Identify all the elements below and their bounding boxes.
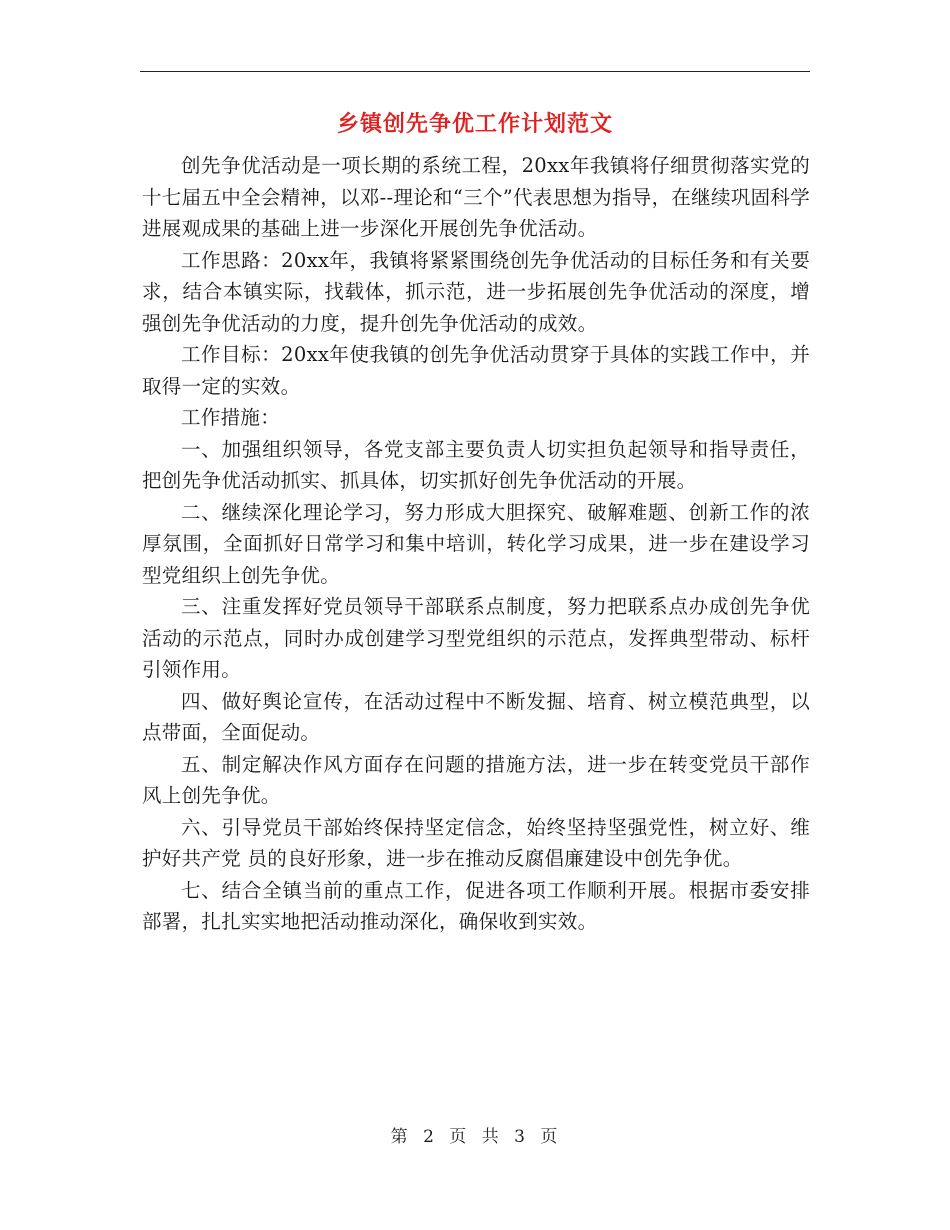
paragraph-measure-7: 七、结合全镇当前的重点工作，促进各项工作顺利开展。根据市委安排部署，扎扎实实地把活动推动深化，确保收到实效。 [142, 878, 810, 933]
paragraph-intro: 创先争优活动是一项长期的系统工程，20xx年我镇将仔细贯彻落实党的十七届五中全会精神，以邓--理论和“三个”代表思想为指导，在继续巩固科学进展观成果的基础上进一步深化开展创先争优活动。 [142, 154, 810, 240]
header-rule [140, 71, 810, 72]
footer-page-label: 页 [449, 1127, 469, 1147]
document-title: 乡镇创先争优工作计划范文 [336, 111, 613, 137]
paragraph-measure-5: 五、制定解决作风方面存在问题的措施方法，进一步在转变党员干部作风上创先争优。 [142, 752, 810, 807]
paragraph-work-approach: 工作思路：20xx年，我镇将紧紧围绕创先争优活动的目标任务和有关要求，结合本镇实际，找载体，抓示范，进一步拓展创先争优活动的深度，增强创先争优活动的力度，提升创先争优活动的成效。 [142, 248, 810, 335]
paragraph-measure-3: 三、注重发挥好党员领导干部联系点制度，努力把联系点办成创先争优活动的示范点，同时办成创建学习型党组织的示范点，发挥典型带动、标杆引领作用。 [142, 595, 810, 681]
document-body [142, 150, 810, 938]
footer-total-prefix: 共 [481, 1127, 501, 1147]
paragraph-measure-1: 一、加强组织领导，各党支部主要负责人切实担负起领导和指导责任，把创先争优活动抓实、抓具体，切实抓好创先争优活动的开展。 [142, 437, 810, 492]
footer-total-pages: 3 [514, 1127, 527, 1147]
paragraph-measures-heading: 工作措施： [181, 406, 281, 429]
paragraph-work-goal: 工作目标：20xx年使我镇的创先争优活动贯穿于具体的实践工作中，并取得一定的实效。 [142, 343, 810, 398]
paragraph-measure-6: 六、引导党员干部始终保持坚定信念，始终坚持坚强党性，树立好、维护好共产党 员的良好形象，进一步在推动反腐倡廉建设中创先争优。 [142, 815, 810, 870]
paragraph-measure-2: 二、继续深化理论学习，努力形成大胆探究、破解难题、创新工作的浓厚氛围，全面抓好日常学习和集中培训，转化学习成果，进一步在建设学习型党组织上创先争优。 [142, 500, 810, 587]
footer-prefix: 第 [390, 1127, 410, 1147]
page-footer [0, 1122, 950, 1147]
paragraph-measure-4: 四、做好舆论宣传，在活动过程中不断发掘、培育、树立模范典型，以点带面，全面促动。 [142, 689, 810, 744]
footer-total-label: 页 [540, 1127, 560, 1147]
footer-page-number: 2 [423, 1127, 436, 1147]
